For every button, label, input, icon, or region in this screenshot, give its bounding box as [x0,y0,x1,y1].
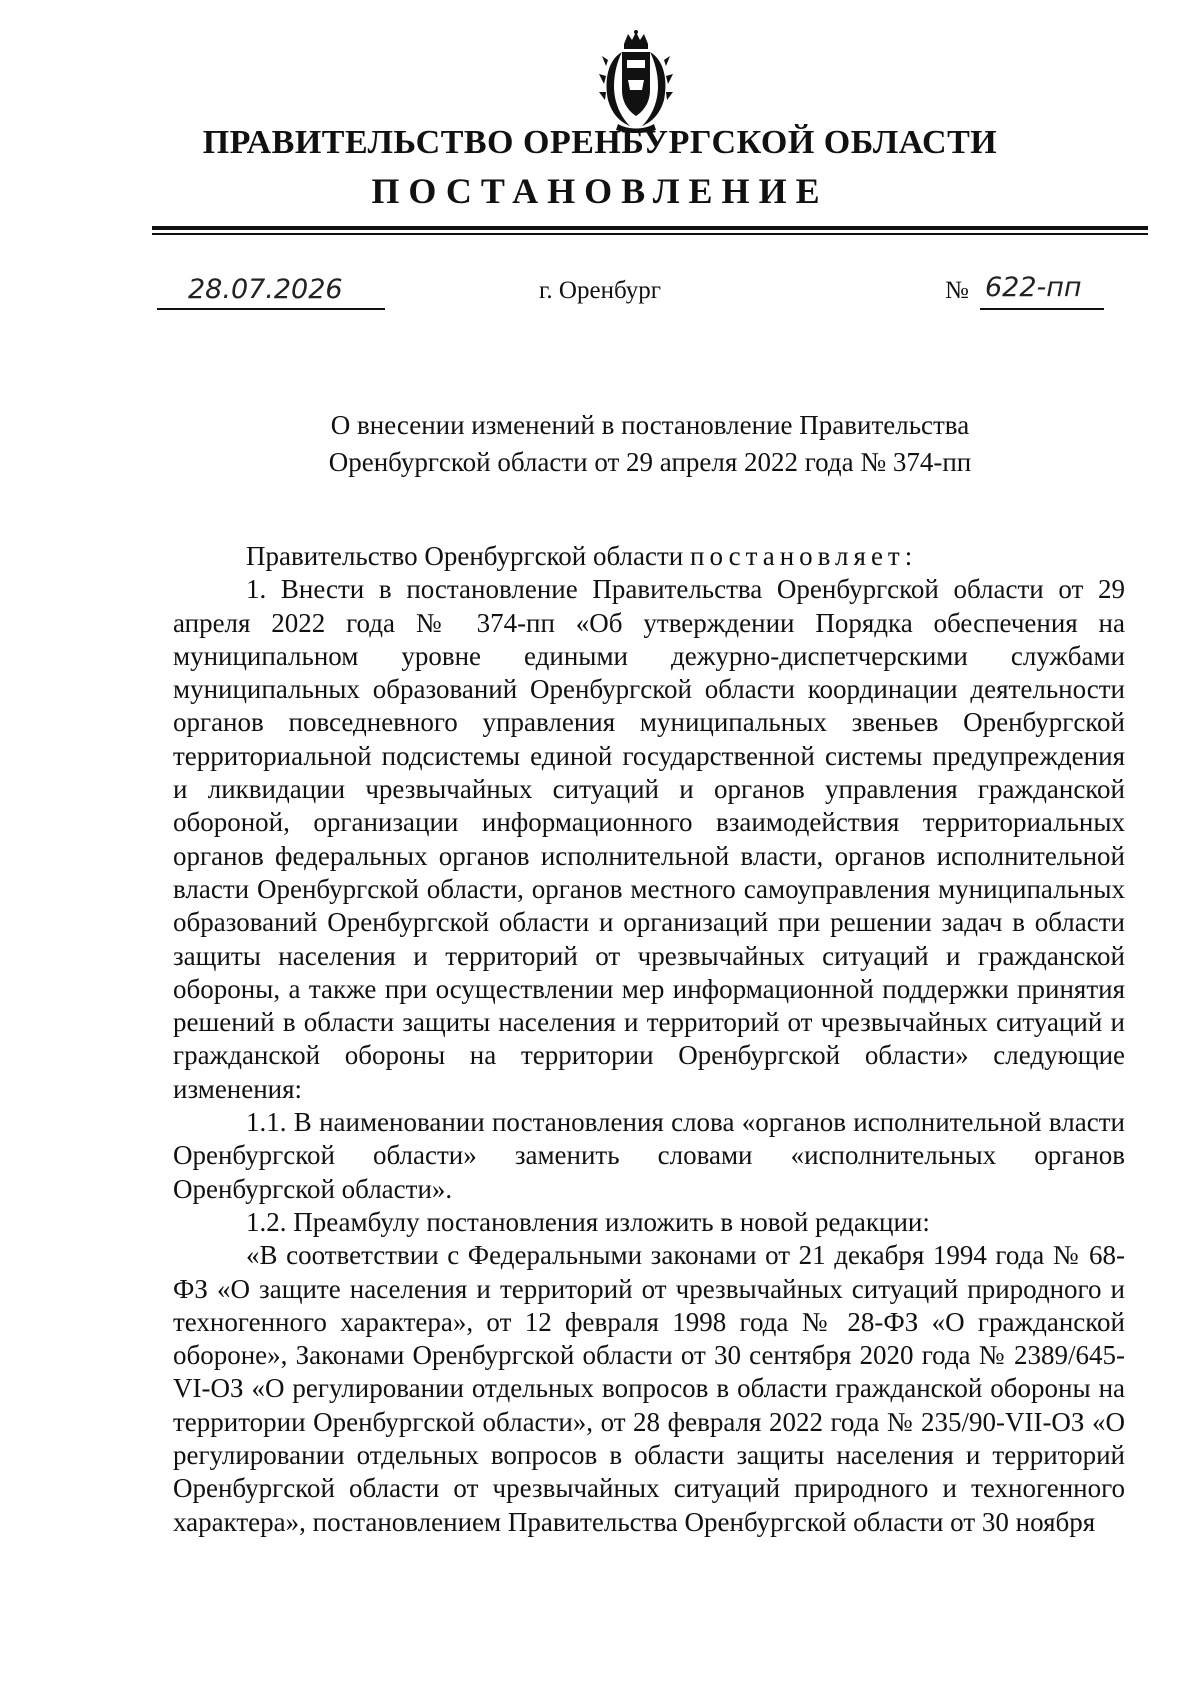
preamble-suffix: : [904,541,913,571]
number-underline [980,308,1104,310]
document-number: 622-пп [985,272,1082,303]
header-divider-thin [152,233,1148,235]
number-sign: № [945,277,969,304]
document-type-heading: ПОСТАНОВЛЕНИЕ [371,171,829,211]
document-city: г. Оренбург [539,277,661,304]
preamble-prefix: Правительство Оренбургской области [246,541,690,571]
paragraph-1: 1. Внести в постановление Правительства Оренбургской области от 29 апреля 2022 года № 374-пп «Об утверждении Порядка обеспечения на муниципальном уровне едиными дежурно-диспетчерскими службами муниципальных образований Оренбургской области координации деятельности органов повседневного управления муниципальных звеньев Оренбургской территориальной подсистемы единой государственной системы предупреждения и ликвидации чрезвычайных ситуаций и органов управления гражданской обороной, организации информационного взаимодействия территориальных органов федеральных органов исполнительной власти, органов исполнительной власти Оренбургской области, органов местного самоуправления муниципальных образований Оренбургской области и организаций при решении задач в области защиты населения и территорий от чрезвычайных ситуаций и гражданской обороны, а также при осуществлении мер информационной поддержки принятия решений в области защиты населения и территорий от чрезвычайных ситуаций и гражданской обороны на территории Оренбургской области» следующие изменения: [173,574,1125,1104]
coat-of-arms-icon [598,30,674,134]
paragraph-1-2: 1.2. Преамбулу постановления изложить в новой редакции: [246,1206,930,1237]
document-body [173,540,1125,1539]
coat-of-arms-emblem [598,30,674,134]
header-divider-thick [152,226,1148,230]
paragraph-quote: «В соответствии с Федеральными законами от 21 декабря 1994 года № 68-ФЗ «О защите населения и территорий от чрезвычайных ситуаций природного и техногенного характера», от 12 февраля 1998 года № 28-ФЗ «О гражданской обороне», Законами Оренбургской области от 30 сентября 2020 года № 2389/645-VI-ОЗ «О регулировании отдельных вопросов в области гражданской обороны на территории Оренбургской области», от 28 февраля 2022 года № 235/90-VII-ОЗ «О регулировании отдельных вопросов в области защиты населения и территорий Оренбургской области от чрезвычайных ситуаций природного и техногенного характера», постановлением Правительства Оренбургской области от 30 ноября [173,1240,1125,1537]
document-date: 28.07.2026 [188,274,343,305]
organization-title: ПРАВИТЕЛЬСТВО ОРЕНБУРГСКОЙ ОБЛАСТИ [202,124,998,161]
subject-line-1: О внесении изменений в постановление Правительства [330,410,970,440]
preamble-decree-word: постановляет [690,541,905,571]
paragraph-1-1: 1.1. В наименовании постановления слова «органов исполнительной власти Оренбургской области» заменить словами «исполнительных органов Оренбургской области». [173,1107,1125,1204]
document-subject [200,407,1100,481]
preamble-paragraph [173,540,1125,573]
subject-line-2: Оренбургской области от 29 апреля 2022 года № 374-пп [328,447,972,477]
date-underline [157,308,385,310]
